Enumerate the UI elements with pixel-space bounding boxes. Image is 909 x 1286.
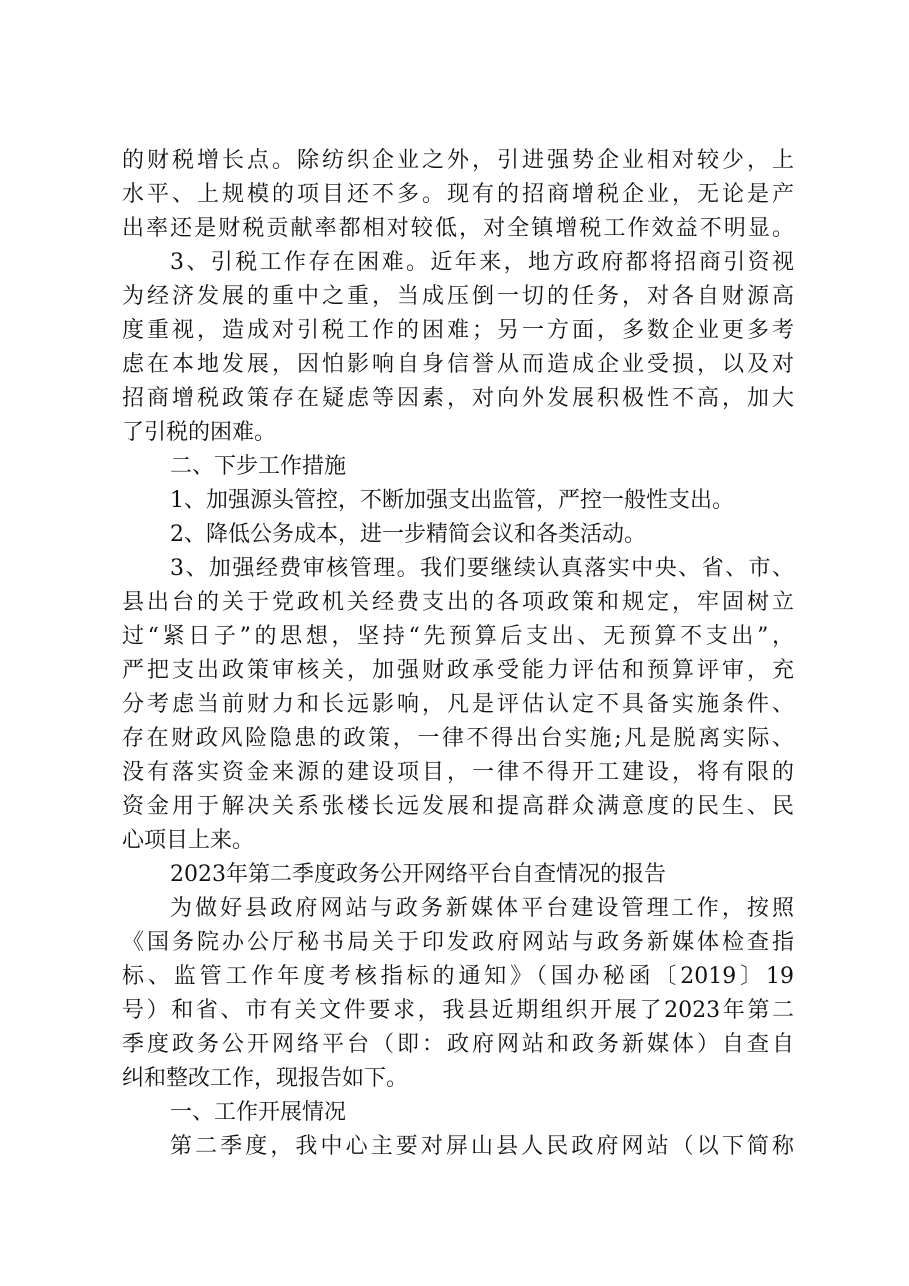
text-line: 3、引税工作存在困难。近年来，地方政府都将招商引资视 (170, 250, 794, 275)
text-line: 二、下步工作措施 (170, 454, 347, 479)
text-line: 分考虑当前财力和长远影响，凡是评估认定不具备实施条件、 (122, 692, 794, 717)
text-line: 3、加强经费审核管理。我们要继续认真落实中央、省、市、 (170, 556, 794, 581)
text-line: 号）和省、市有关文件要求，我县近期组织开展了2023年第二 (122, 998, 794, 1023)
text-line: 虑在本地发展，因怕影响自身信誉从而造成企业受损，以及对 (122, 352, 794, 377)
text-line: 为经济发展的重中之重，当成压倒一切的任务，对各自财源高 (122, 284, 794, 309)
text-line: 的财税增长点。除纺织企业之外，引进强势企业相对较少，上 (122, 148, 794, 173)
text-line: 第二季度，我中心主要对屏山县人民政府网站（以下简称 (170, 1134, 794, 1159)
text-line: 为做好县政府网站与政务新媒体平台建设管理工作，按照 (170, 896, 794, 921)
text-line: 存在财政风险隐患的政策，一律不得出台实施;凡是脱离实际、 (122, 726, 794, 751)
text-line: 度重视，造成对引税工作的困难；另一方面，多数企业更多考 (122, 318, 794, 343)
text-line: 水平、上规模的项目还不多。现有的招商增税企业，无论是产 (122, 182, 794, 207)
text-line: 季度政务公开网络平台（即：政府网站和政务新媒体）自查自 (122, 1032, 794, 1057)
document-body (122, 144, 794, 1164)
text-line: 1、加强源头管控，不断加强支出监管，严控一般性支出。 (170, 488, 734, 513)
text-line: 资金用于解决关系张楼长远发展和提高群众满意度的民生、民 (122, 794, 794, 819)
text-line: 出率还是财税贡献率都相对较低，对全镇增税工作效益不明显。 (122, 216, 794, 241)
text-line: 招商增税政策存在疑虑等因素，对向外发展积极性不高，加大 (122, 386, 794, 411)
text-line: 纠和整改工作，现报告如下。 (122, 1066, 409, 1091)
document-page (122, 144, 794, 1164)
text-line: 没有落实资金来源的建设项目，一律不得开工建设，将有限的 (122, 760, 794, 785)
text-line: 标、监管工作年度考核指标的通知》（国办秘函〔2019〕19 (122, 964, 794, 989)
text-line: 一、工作开展情况 (170, 1100, 347, 1125)
text-line: 《国务院办公厅秘书局关于印发政府网站与政务新媒体检查指 (122, 930, 794, 955)
text-line: 县出台的关于党政机关经费支出的各项政策和规定，牢固树立 (122, 590, 794, 615)
text-line: 心项目上来。 (122, 828, 255, 853)
text-line: 2023年第二季度政务公开网络平台自查情况的报告 (170, 862, 666, 887)
text-line: 2、降低公务成本，进一步精简会议和各类活动。 (170, 522, 646, 547)
text-line: 过“紧日子”的思想，坚持“先预算后支出、无预算不支出”， (122, 624, 794, 649)
text-line: 严把支出政策审核关，加强财政承受能力评估和预算评审，充 (122, 658, 794, 683)
text-line: 了引税的困难。 (122, 420, 277, 445)
